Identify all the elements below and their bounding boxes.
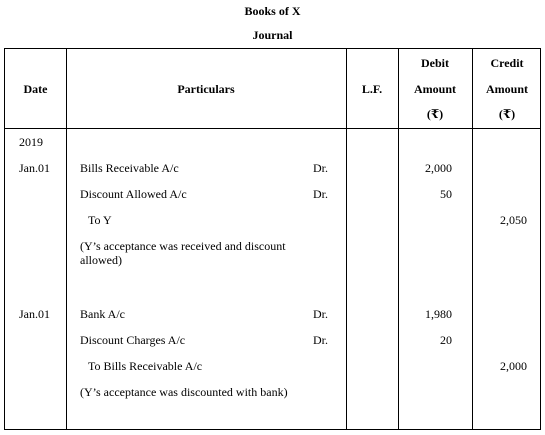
credit-amount: 2,050 <box>500 213 527 227</box>
header-debit-line1: Debit <box>421 56 449 70</box>
dr-marker: Dr. <box>313 333 328 347</box>
journal-title: Journal <box>252 28 293 42</box>
header-date: Date <box>23 82 48 96</box>
journal-table <box>4 48 541 430</box>
book-title: Books of X <box>244 4 301 18</box>
debit-account: Bills Receivable A/c <box>80 161 179 175</box>
header-particulars: Particulars <box>177 82 235 96</box>
col-divider-lf <box>398 49 399 429</box>
debit-amount: 2,000 <box>425 161 452 175</box>
credit-account: To Y <box>88 213 112 227</box>
entry-date: Jan.01 <box>19 307 50 321</box>
header-credit-line3: (₹) <box>498 107 516 121</box>
header-lf: L.F. <box>361 82 383 96</box>
credit-amount: 2,000 <box>500 359 527 373</box>
dr-marker: Dr. <box>313 161 328 175</box>
col-divider-date <box>66 49 67 429</box>
debit-amount: 20 <box>440 333 452 347</box>
col-divider-particulars <box>346 49 347 429</box>
debit-amount: 1,980 <box>425 307 452 321</box>
dr-marker: Dr. <box>313 307 328 321</box>
header-credit-line2: Amount <box>485 82 528 96</box>
debit-account: Discount Allowed A/c <box>80 187 187 201</box>
debit-account: Discount Charges A/c <box>80 333 186 347</box>
entry-date: Jan.01 <box>19 161 50 175</box>
debit-amount: 50 <box>440 187 452 201</box>
header-credit-line1: Credit <box>490 56 524 70</box>
entry-year: 2019 <box>19 135 43 149</box>
debit-account: Bank A/c <box>80 307 125 321</box>
dr-marker: Dr. <box>313 187 328 201</box>
narration: (Y’s acceptance was discounted with bank) <box>80 385 288 399</box>
credit-account: To Bills Receivable A/c <box>88 359 203 373</box>
header-debit-line2: Amount <box>413 82 456 96</box>
header-debit-line3: (₹) <box>426 107 444 121</box>
header-divider <box>5 128 540 129</box>
narration: (Y’s acceptance was received and discount allowed) <box>80 239 286 267</box>
